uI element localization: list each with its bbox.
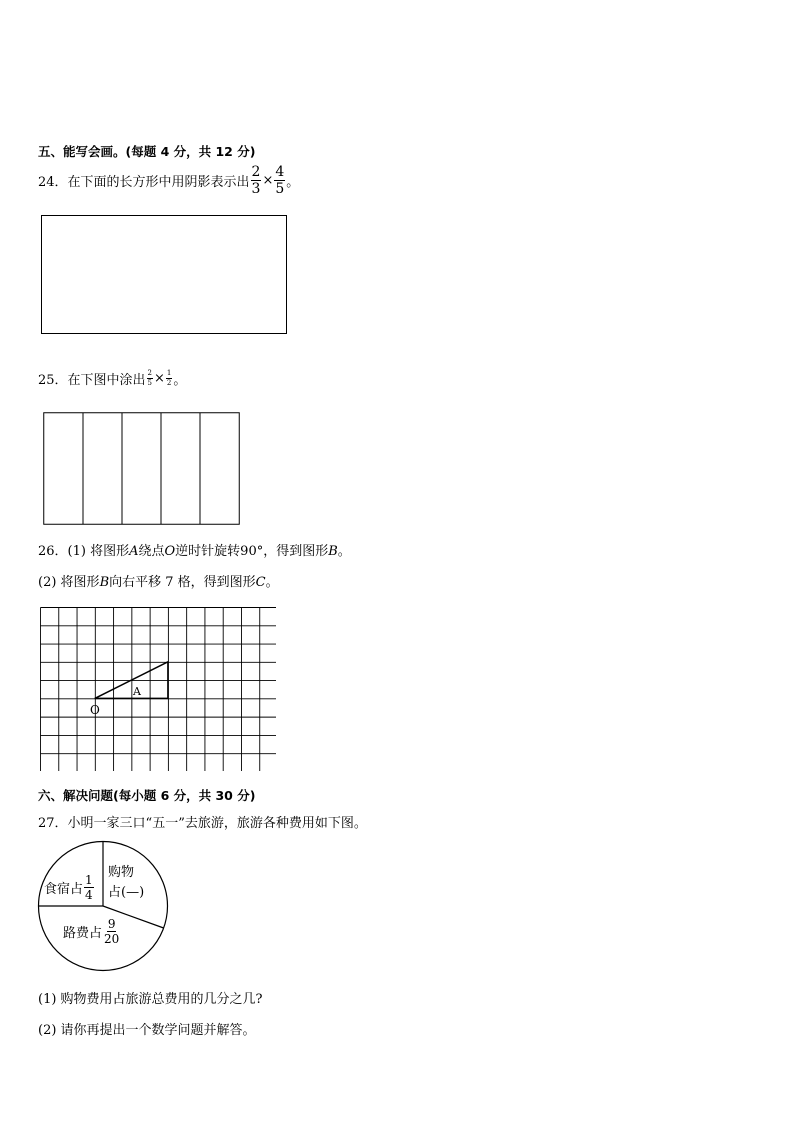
question-27-part-2: (2) 请你再提出一个数学问题并解答。	[38, 1023, 256, 1038]
food-label-text: 食宿占	[44, 881, 84, 897]
q26-text: 绕点	[138, 544, 165, 559]
grid-label-a: A	[133, 685, 141, 698]
fraction-2-5	[147, 370, 153, 387]
fraction-denominator: 4	[85, 887, 93, 902]
pie-shopping-label-line-1: 购物	[108, 865, 135, 880]
q26-text: 逆时针旋转90°，得到图形	[175, 544, 329, 559]
fraction-numerator: 9	[107, 916, 116, 931]
question-24-prefix: 24．在下面的长方形中用阴影表示出	[38, 174, 250, 190]
fraction-numerator: 2	[251, 163, 261, 180]
travel-label-text: 路费占	[63, 925, 103, 941]
question-24-suffix: 。	[286, 174, 300, 190]
shape-c-label: C	[255, 575, 266, 590]
fraction-denominator: 5	[147, 378, 153, 387]
shape-a-triangle	[95, 662, 168, 699]
q26-square-grid[interactable]	[40, 607, 276, 771]
fraction-1-4	[84, 874, 94, 901]
question-27-part-1: (1) 购物费用占旅游总费用的几分之几?	[38, 992, 263, 1007]
q26-text: 。	[265, 575, 279, 590]
multiply-sign: ×	[262, 172, 274, 188]
question-25	[38, 367, 186, 389]
fraction-denominator: 20	[104, 931, 120, 946]
q27-pie-chart	[37, 838, 171, 974]
fraction-numerator: 1	[166, 368, 172, 377]
fraction-1-2	[166, 370, 172, 387]
fraction-4-5	[274, 165, 285, 196]
multiply-sign: ×	[154, 370, 165, 386]
question-27: 27．小明一家三口“五一”去旅游，旅游各种费用如下图。	[38, 816, 367, 831]
fraction-numerator: 1	[85, 872, 93, 887]
q26-text: 向右平移 7 格，得到图形	[109, 575, 256, 590]
q25-outline	[44, 413, 240, 525]
q24-rectangle[interactable]	[41, 215, 287, 334]
question-24	[38, 162, 299, 198]
shape-b-label: B	[99, 575, 110, 590]
section-6-title: 六、解决问题(每小题 6 分，共 30 分)	[38, 788, 256, 803]
pie-shopping-label-line-2: 占(—)	[108, 885, 145, 900]
fraction-denominator: 2	[166, 378, 172, 387]
fraction-9-20	[103, 918, 120, 945]
question-25-prefix: 25．在下图中涂出	[38, 372, 146, 388]
pie-food-label	[44, 872, 95, 902]
grid-label-o: O	[90, 703, 100, 717]
fraction-numerator: 4	[275, 163, 285, 180]
q25-five-part-rectangle[interactable]	[43, 412, 241, 526]
question-26-line-1	[38, 540, 351, 559]
fraction-denominator: 3	[251, 180, 261, 197]
question-25-suffix: 。	[173, 372, 187, 388]
q26-text: 26．(1) 将图形	[38, 544, 130, 559]
point-o-label: O	[164, 544, 176, 559]
q26-text: (2) 将图形	[38, 575, 100, 590]
fraction-2-3	[251, 165, 262, 196]
pie-travel-label	[63, 916, 121, 946]
section-5-title: 五、能写会画。(每题 4 分，共 12 分)	[38, 144, 256, 159]
question-26-line-2	[38, 571, 279, 590]
shape-a-label: A	[129, 544, 139, 559]
fraction-denominator: 5	[275, 180, 285, 197]
q26-text: 。	[337, 544, 351, 559]
fraction-numerator: 2	[147, 368, 153, 377]
grid-lines	[41, 608, 277, 772]
shape-b-label: B	[328, 544, 338, 559]
